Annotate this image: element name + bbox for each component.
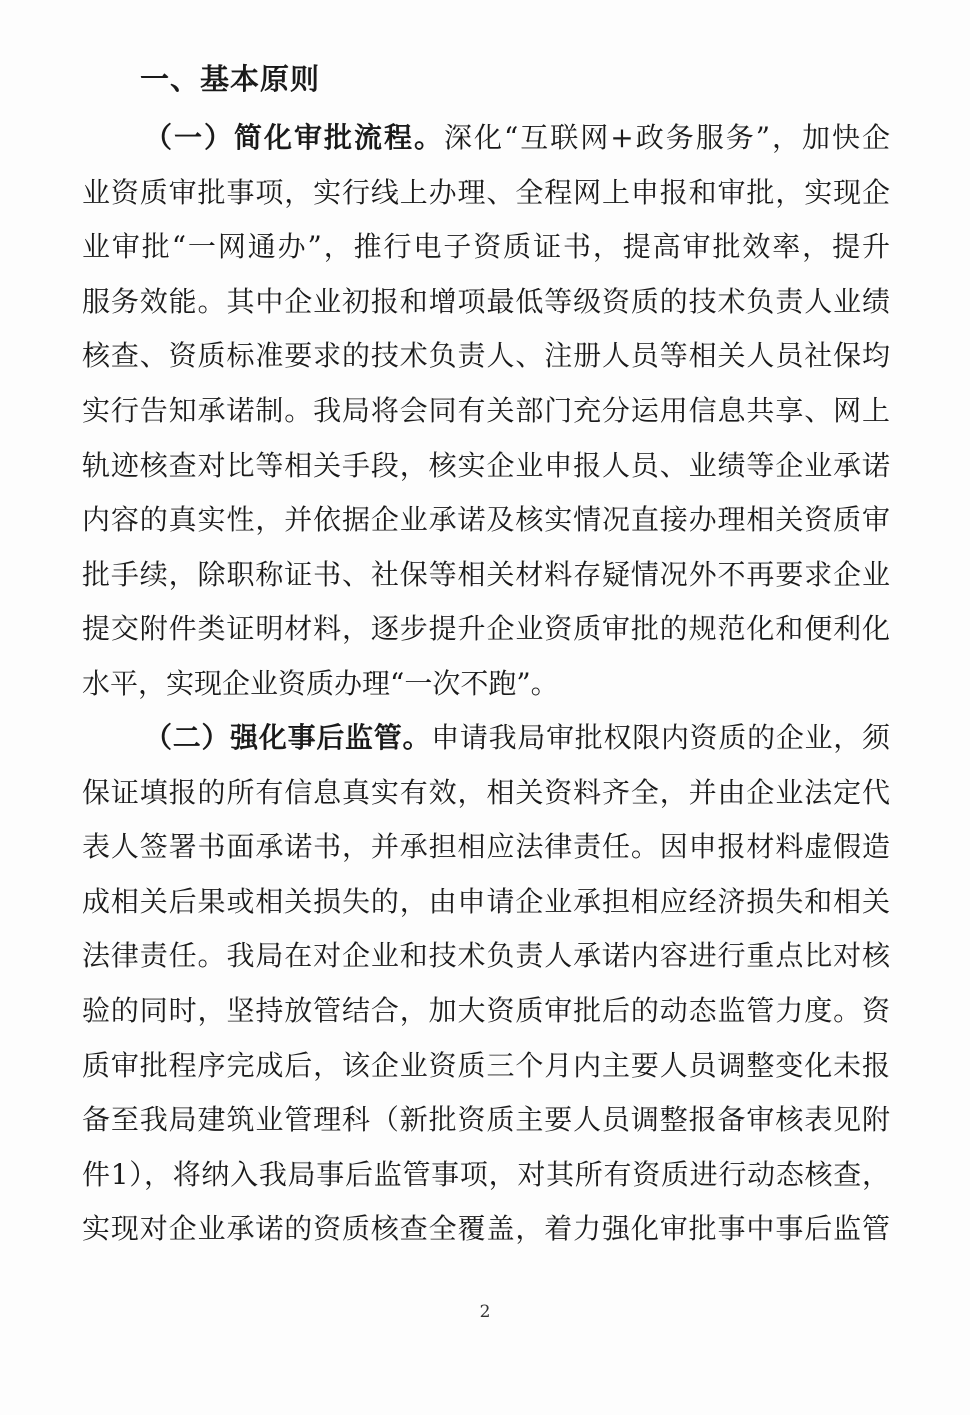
paragraph-line: 验的同时，坚持放管结合，加大资质审批后的动态监管力度。资	[82, 993, 890, 1027]
paragraph-line: 批手续，除职称证书、社保等相关材料存疑情况外不再要求企业	[82, 557, 890, 591]
paragraph-line: 实行告知承诺制。我局将会同有关部门充分运用信息共享、网上	[82, 393, 890, 427]
paragraph-line: 保证填报的所有信息真实有效，相关资料齐全，并由企业法定代	[82, 775, 890, 809]
paragraph-line: 件1），将纳入我局事后监管事项，对其所有资质进行动态核查，	[82, 1157, 890, 1191]
paragraph-line: 业资质审批事项，实行线上办理、全程网上申报和审批，实现企	[82, 175, 890, 209]
paragraph-line: 备至我局建筑业管理科（新批资质主要人员调整报备审核表见附	[82, 1103, 890, 1137]
section-heading: 一、基本原则	[140, 62, 321, 96]
paragraph-line: 核查、资质标准要求的技术负责人、注册人员等相关人员社保均	[82, 339, 890, 373]
paragraph-line: 成相关后果或相关损失的，由申请企业承担相应经济损失和相关	[82, 884, 890, 918]
paragraph-line: 业审批“一网通办”，推行电子资质证书，提高审批效率，提升	[82, 230, 890, 264]
paragraph-line: 质审批程序完成后，该企业资质三个月内主要人员调整变化未报	[82, 1048, 890, 1082]
paragraph-lead: （二）强化事后监管。	[144, 721, 432, 754]
paragraph-line: 服务效能。其中企业初报和增项最低等级资质的技术负责人业绩	[82, 284, 890, 318]
paragraph-line: 法律责任。我局在对企业和技术负责人承诺内容进行重点比对核	[82, 939, 890, 973]
paragraph-lead: （一）简化审批流程。	[144, 121, 444, 154]
paragraph-line: 提交附件类证明材料，逐步提升企业资质审批的规范化和便利化	[82, 612, 890, 646]
paragraph-line: 水平，实现企业资质办理“一次不跑”。	[82, 666, 559, 700]
paragraph-strengthen-supervision	[82, 711, 890, 1257]
paragraph-line: （一）简化审批流程。深化“互联网+政务服务”，加快企	[144, 121, 890, 154]
paragraph-simplify-approval	[82, 111, 890, 712]
paragraph-line: 实现对企业承诺的资质核查全覆盖，着力强化审批事中事后监管	[82, 1212, 890, 1246]
paragraph-line: 内容的真实性，并依据企业承诺及核实情况直接办理相关资质审	[82, 503, 890, 537]
paragraph-line: 表人签署书面承诺书，并承担相应法律责任。因申报材料虚假造	[82, 830, 890, 864]
page-number: 2	[479, 1302, 491, 1322]
paragraph-line: （二）强化事后监管。申请我局审批权限内资质的企业，须	[144, 721, 890, 754]
paragraph-line: 轨迹核查对比等相关手段，核实企业申报人员、业绩等企业承诺	[82, 448, 890, 482]
